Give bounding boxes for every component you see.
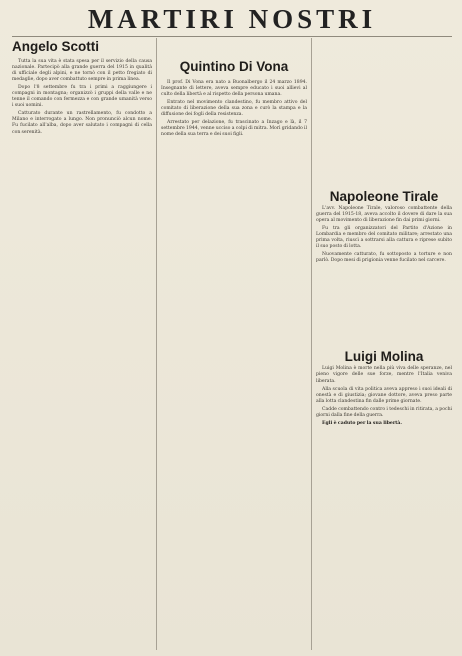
article-paragraph: Cadde combattendo contro i tedeschi in ritirata, a pochi giorni dalla fine della guerra. (316, 406, 452, 418)
article-luigi-molina (316, 348, 452, 426)
column-1 (12, 38, 152, 650)
page-title: MARTIRI NOSTRI (12, 4, 452, 37)
article-paragraph: Arrestato per delazione, fu trascinato a Inzago e là, il 7 settembre 1944, venne ucciso a colpi di mitra. Morì gridando il nome della sua terra e dei suoi figli. (161, 120, 307, 138)
article-napoleone-tirale (316, 188, 452, 264)
article-paragraph: Alla scuola di vita politica aveva appreso i suoi ideali di onestà e di giustizia; giovane dottore, aveva preso parte alla lotta clandestina fin dalle prime giornate. (316, 386, 452, 404)
article-paragraph: Dopo l'8 settembre fu tra i primi a raggiungere i compagni in montagna; organizzò i gruppi della valle e ne tenne il comando con fermezza e con grande umanità verso i suoi uomini. (12, 85, 152, 109)
column-divider (311, 38, 312, 650)
article-angelo-scotti (12, 38, 152, 136)
article-heading: Napoleone Tirale (329, 189, 439, 204)
article-columns (12, 38, 452, 650)
article-paragraph: Entrato nel movimento clandestino, fu membro attivo del comitato di liberazione della sua zona e curò la stampa e la diffusione dei fogli della resistenza. (161, 100, 307, 118)
article-paragraph: Catturato durante un rastrellamento, fu condotto a Milano e interrogato a lungo. Non pronunciò alcun nome. Fu fucilato all'alba, dopo aver salutato i compagni di cella con serenità. (12, 111, 152, 135)
article-paragraph: Luigi Molina è morte nella più viva delle speranze, nel pieno vigore delle sue forze, mentre l'Italia veniva liberata. (316, 366, 452, 384)
article-heading: Luigi Molina (344, 349, 424, 365)
article-paragraph: Il prof. Di Vona era nato a Buonalbergo il 24 marzo 1894. Insegnante di lettere, aveva sempre educato i suoi allievi al culto della libertà e al rispetto della persona umana. (161, 80, 307, 98)
article-closing-line: Egli è caduto per la sua libertà. (322, 420, 402, 426)
article-heading: Quintino Di Vona (179, 59, 289, 74)
article-paragraph: L'avv. Napoleone Tirale, valoroso combattente della guerra del 1915-18, aveva accolto il dovere di dare la sua opera al movimento di liberazione fin dai primi giorni. (316, 206, 452, 224)
article-paragraph: Fu tra gli organizzatori del Partito d'Azione in Lombardia e membro del comitato militare; arrestato una prima volta, riuscì a sottrarsi alla cattura e riprese subito il suo posto di lotta. (316, 226, 452, 250)
column-2 (161, 38, 307, 650)
article-heading: Angelo Scotti (12, 39, 99, 54)
article-paragraph: Tutta la sua vita è stata spesa per il servizio della causa nazionale. Partecipò alla grande guerra del 1915 in qualità di ufficiale degli alpini, e ne tornò con il petto fregiato di medaglie, dopo aver combattuto sempre in prima linea. (12, 59, 152, 83)
column-3 (316, 38, 452, 650)
article-quintino-di-vona (161, 58, 307, 138)
article-paragraph: Nuovamente catturato, fu sottoposto a torture e non parlò. Dopo mesi di prigionia venne fucilato nel carcere. (316, 252, 452, 264)
column-divider (156, 38, 157, 650)
